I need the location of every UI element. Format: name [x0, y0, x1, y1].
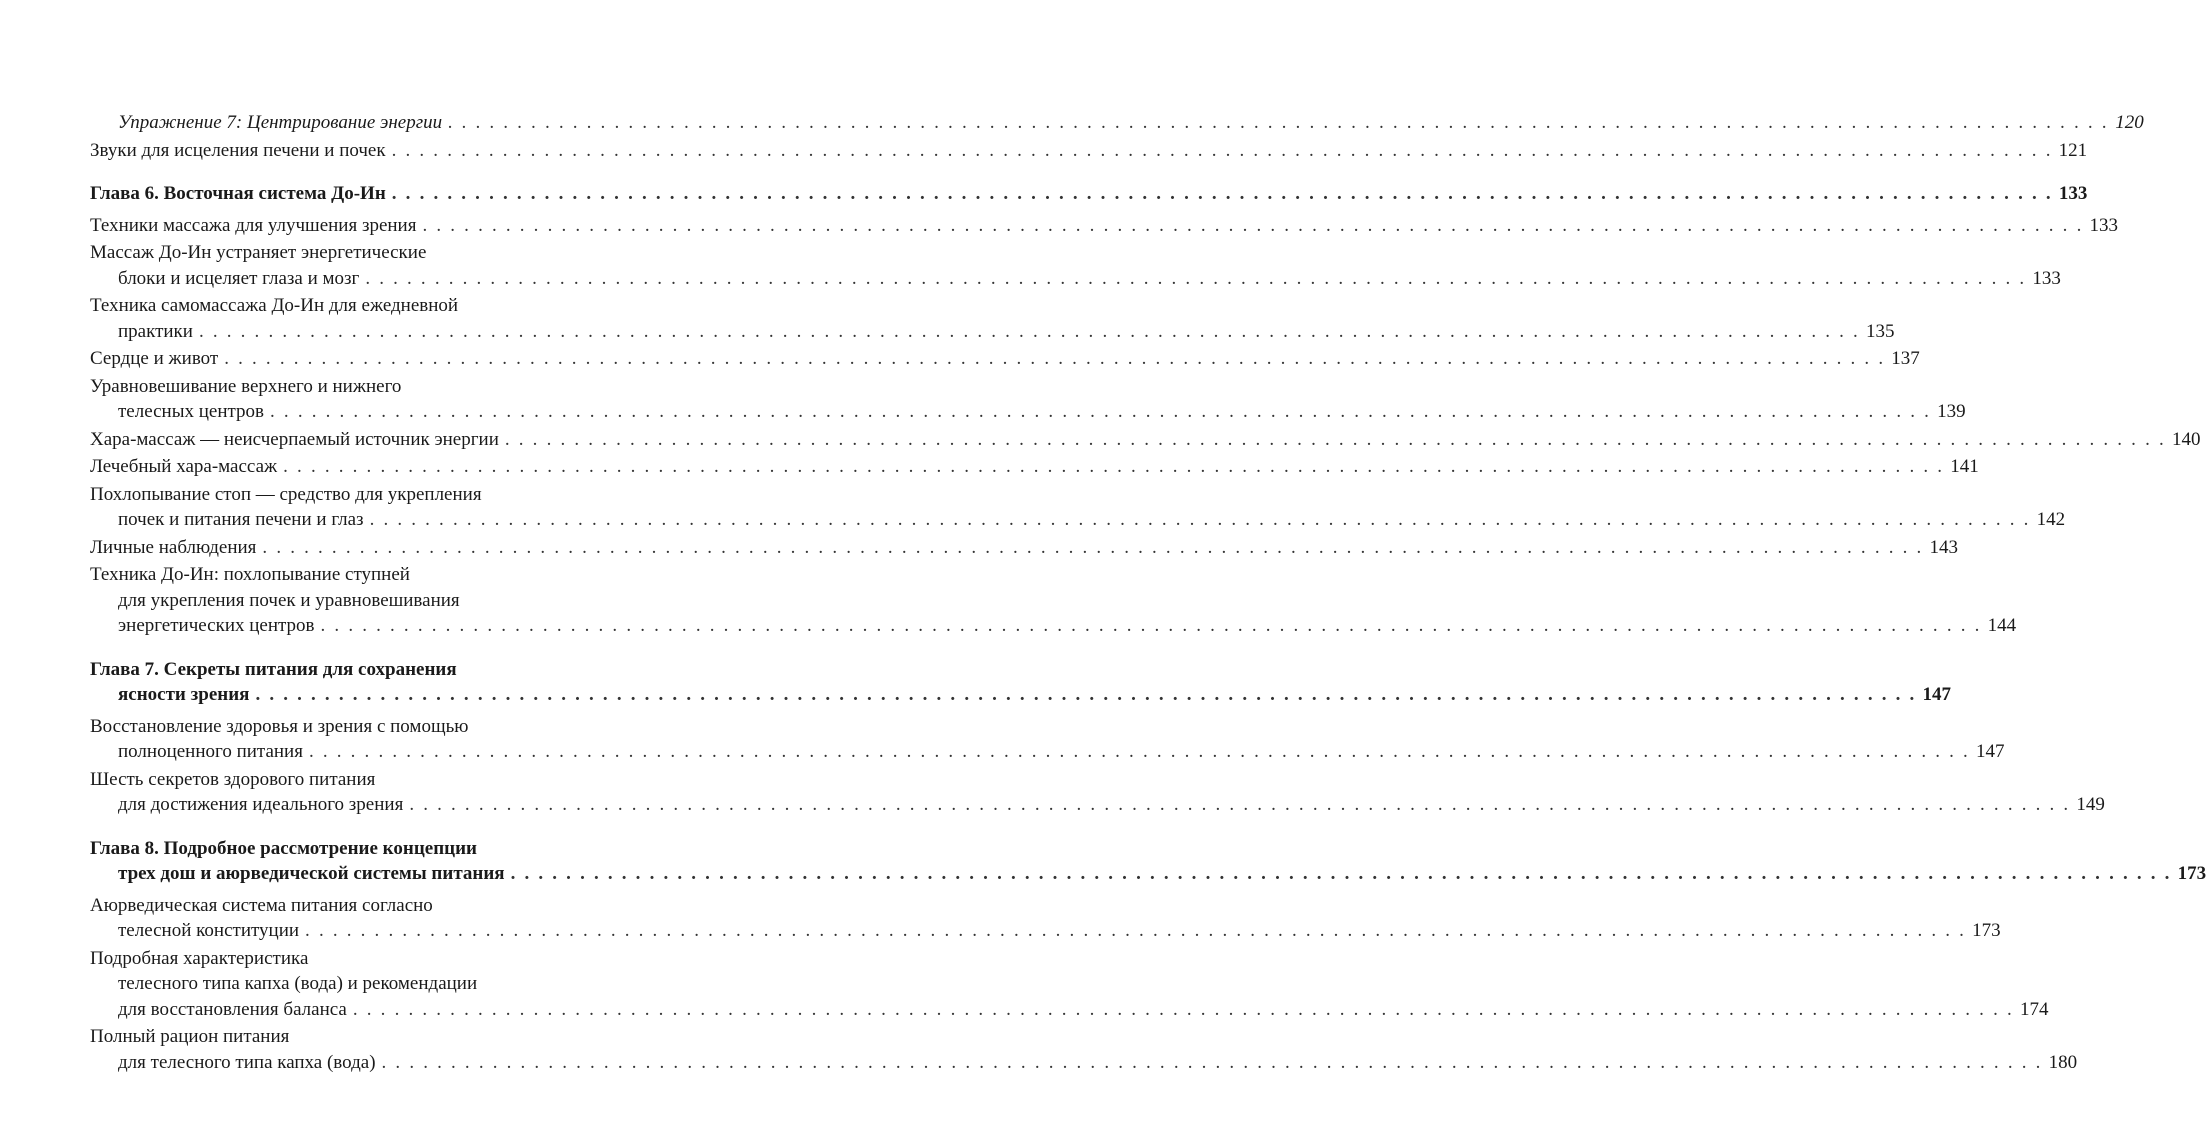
toc-entry[interactable] [90, 110, 2144, 136]
page-number: 180 [2048, 1051, 2078, 1073]
toc-entry-title: Массаж До-Ин устраняет энергетические [90, 242, 427, 263]
dot-leader: . . . . . . . . . . . . . . . . . . . . . . . . . . . . . . . . . . . . . . . . . . . . . . . . . . . . . . . . . . . . . . . . . . . . . . . . . . . . . . . . . . . . . . . . . . . . . . . . . . . . . . . . . . . . . . . . . . . . . . . . [270, 401, 1932, 422]
toc-entry-line [90, 918, 2001, 944]
toc-entry-title: Глава 7. Секреты питания для сохранения [90, 658, 457, 680]
dot-leader: . . . . . . . . . . . . . . . . . . . . . . . . . . . . . . . . . . . . . . . . . . . . . . . . . . . . . . . . . . . . . . . . . . . . . . . . . . . . . . . . . . . . . . . . . . . . . . . . . . . . . . . . . . . . . . . . . . . . . . . . [409, 794, 2071, 815]
toc-chapter-entry[interactable] [90, 657, 1951, 708]
toc-entry-title: для восстановления баланса [118, 998, 347, 1020]
dot-leader: . . . . . . . . . . . . . . . . . . . . . . . . . . . . . . . . . . . . . . . . . . . . . . . . . . . . . . . . . . . . . . . . . . . . . . . . . . . . . . . . . . . . . . . . . . . . . . . . . . . . . . . . . . . . . . . . . . . . . . . . [255, 684, 1917, 705]
toc-entry-title: Восстановление здоровья и зрения с помощью [90, 715, 469, 737]
toc-entry-line [90, 399, 1966, 425]
page-number: 139 [1937, 401, 1966, 422]
toc-entry-line [90, 110, 2144, 136]
toc-entry-line [90, 893, 616, 919]
toc-entry-title: блоки и исцеляет глаза и мозг [118, 267, 360, 289]
toc-entry-title: Глава 6. Восточная система До-Ин [90, 183, 386, 204]
toc-entry-title: Сердце и живот [90, 348, 219, 369]
toc-entry-title: Глава 8. Подробное рассмотрение концепции [90, 837, 477, 859]
toc-entry-line [90, 374, 616, 400]
toc-entry-line [90, 454, 1979, 480]
toc-entry-title: для достижения идеального зрения [118, 794, 404, 815]
toc-entry[interactable] [90, 427, 2201, 453]
toc-entry-title: практики [118, 320, 193, 342]
toc-entry-line [90, 181, 2088, 207]
toc-entry-line [90, 535, 1958, 561]
toc-entry-line [90, 427, 2201, 453]
toc-entry-title: Упражнение 7: Центрирование энергии [118, 112, 443, 133]
toc-entry[interactable] [90, 767, 2105, 818]
toc-entry-title: Шесть секретов здорового питания [90, 768, 376, 790]
dot-leader: . . . . . . . . . . . . . . . . . . . . . . . . . . . . . . . . . . . . . . . . . . . . . . . . . . . . . . . . . . . . . . . . . . . . . . . . . . . . . . . . . . . . . . . . . . . . . . . . . . . . . . . . . . . . . . . . . . . . . . . . [352, 998, 2014, 1020]
toc-entry-line [90, 1050, 2078, 1076]
toc-entry-title: почек и питания печени и глаз [118, 509, 364, 530]
toc-entry-title: Уравновешивание верхнего и нижнего [90, 375, 402, 397]
toc-entry-line [90, 138, 2088, 164]
toc-entry-title: Хара-массаж — неисчерпаемый источник энергии [90, 428, 499, 450]
toc-entry-title: Лечебный хара-массаж [90, 456, 278, 477]
toc-entry-line [90, 767, 616, 793]
toc-entry-title: Аюрведическая система питания согласно [90, 894, 433, 916]
dot-leader: . . . . . . . . . . . . . . . . . . . . . . . . . . . . . . . . . . . . . . . . . . . . . . . . . . . . . . . . . . . . . . . . . . . . . . . . . . . . . . . . . . . . . . . . . . . . . . . . . . . . . . . . . . . . . . . . . . . . . . . . [305, 920, 1967, 941]
toc-entry[interactable] [90, 562, 2017, 639]
toc-entry-title: телесной конституции [118, 920, 300, 941]
toc-entry-title: Техника самомассажа До-Ин для ежедневной [90, 295, 459, 316]
page-number: 140 [2171, 428, 2201, 450]
dot-leader: . . . . . . . . . . . . . . . . . . . . . . . . . . . . . . . . . . . . . . . . . . . . . . . . . . . . . . . . . . . . . . . . . . . . . . . . . . . . . . . . . . . . . . . . . . . . . . . . . . . . . . . . . . . . . . . . . . . . . . . . [504, 428, 2166, 450]
toc-entry-line [90, 482, 616, 508]
toc-entry-line [90, 739, 2005, 765]
toc-entry-title: Полный рацион питания [90, 1026, 290, 1047]
toc-entry-line [90, 613, 2017, 639]
toc-entry-title: полноценного питания [118, 741, 303, 762]
toc-entry-title: телесного типа капха (вода) и рекомендации [118, 973, 478, 994]
page-number: 133 [2032, 267, 2061, 289]
dot-leader: . . . . . . . . . . . . . . . . . . . . . . . . . . . . . . . . . . . . . . . . . . . . . . . . . . . . . . . . . . . . . . . . . . . . . . . . . . . . . . . . . . . . . . . . . . . . . . . . . . . . . . . . . . . . . . . . . . . . . . . . [224, 348, 1886, 369]
toc-entry-line [90, 588, 616, 614]
toc-entry-line [90, 266, 2061, 292]
dot-leader: . . . . . . . . . . . . . . . . . . . . . . . . . . . . . . . . . . . . . . . . . . . . . . . . . . . . . . . . . . . . . . . . . . . . . . . . . . . . . . . . . . . . . . . . . . . . . . . . . . . . . . . . . . . . . . . . . . . . . . . . [198, 320, 1861, 342]
table-of-contents [90, 110, 2206, 1077]
toc-entry[interactable] [90, 454, 1979, 480]
toc-entry[interactable] [90, 535, 1958, 561]
page-number: 120 [2115, 112, 2144, 133]
toc-entry-line [90, 562, 616, 588]
dot-leader: . . . . . . . . . . . . . . . . . . . . . . . . . . . . . . . . . . . . . . . . . . . . . . . . . . . . . . . . . . . . . . . . . . . . . . . . . . . . . . . . . . . . . . . . . . . . . . . . . . . . . . . . . . . . . . . . . . . . . . . . [283, 456, 1945, 477]
toc-entry-line [90, 836, 616, 862]
dot-leader: . . . . . . . . . . . . . . . . . . . . . . . . . . . . . . . . . . . . . . . . . . . . . . . . . . . . . . . . . . . . . . . . . . . . . . . . . . . . . . . . . . . . . . . . . . . . . . . . . . . . . . . . . . . . . . . . . . . . . . . . [262, 536, 1924, 558]
toc-entry[interactable] [90, 346, 1920, 372]
dot-leader: . . . . . . . . . . . . . . . . . . . . . . . . . . . . . . . . . . . . . . . . . . . . . . . . . . . . . . . . . . . . . . . . . . . . . . . . . . . . . . . . . . . . . . . . . . . . . . . . . . . . . . . . . . . . . . . . . . . . . . . . [320, 615, 1982, 636]
toc-entry-line [90, 714, 616, 740]
page-number: 144 [1987, 615, 2017, 636]
dot-leader: . . . . . . . . . . . . . . . . . . . . . . . . . . . . . . . . . . . . . . . . . . . . . . . . . . . . . . . . . . . . . . . . . . . . . . . . . . . . . . . . . . . . . . . . . . . . . . . . . . . . . . . . . . . . . . . . . . . . . . . . [381, 1051, 2043, 1073]
toc-entry-line [90, 293, 616, 319]
toc-entry-title: энергетических центров [118, 615, 315, 636]
toc-entry-line [90, 861, 2206, 887]
page-number: 142 [2036, 509, 2066, 530]
dot-leader: . . . . . . . . . . . . . . . . . . . . . . . . . . . . . . . . . . . . . . . . . . . . . . . . . . . . . . . . . . . . . . . . . . . . . . . . . . . . . . . . . . . . . . . . . . . . . . . . . . . . . . . . . . . . . . . . . . . . . . . . [308, 741, 1971, 762]
page-number: 174 [2019, 998, 2049, 1020]
toc-entry-line [90, 213, 2119, 239]
page-number: 143 [1929, 536, 1958, 558]
toc-entry-line [90, 507, 2066, 533]
toc-entry-title: телесных центров [118, 401, 265, 422]
toc-entry[interactable] [90, 293, 1895, 344]
page-number: 121 [2058, 139, 2088, 161]
toc-entry[interactable] [90, 1024, 2078, 1075]
dot-leader: . . . . . . . . . . . . . . . . . . . . . . . . . . . . . . . . . . . . . . . . . . . . . . . . . . . . . . . . . . . . . . . . . . . . . . . . . . . . . . . . . . . . . . . . . . . . . . . . . . . . . . . . . . . . . . . . . . . . . . . . [422, 214, 2084, 236]
toc-entry[interactable] [90, 240, 2061, 291]
toc-entry-title: для укрепления почек и уравновешивания [118, 589, 460, 611]
toc-chapter-entry[interactable] [90, 836, 2206, 887]
page-number: 149 [2076, 794, 2105, 815]
toc-entry[interactable] [90, 482, 2066, 533]
toc-entry[interactable] [90, 138, 2088, 164]
toc-entry-title: трех дош и аюрведической системы питания [118, 863, 505, 884]
page-number: 141 [1950, 456, 1979, 477]
toc-entry-title: Подробная характеристика [90, 947, 309, 969]
toc-entry-line [90, 346, 1920, 372]
toc-entry-title: Личные наблюдения [90, 536, 257, 558]
page-number: 135 [1866, 320, 1895, 342]
toc-entry-line [90, 319, 1895, 345]
toc-entry-line [90, 971, 616, 997]
page-number: 133 [2058, 183, 2088, 204]
toc-entry[interactable] [90, 714, 2005, 765]
toc-entry-line [90, 657, 616, 683]
toc-entry-title: Похлопывание стоп — средство для укрепления [90, 483, 482, 505]
page-number: 173 [1972, 920, 2001, 941]
dot-leader: . . . . . . . . . . . . . . . . . . . . . . . . . . . . . . . . . . . . . . . . . . . . . . . . . . . . . . . . . . . . . . . . . . . . . . . . . . . . . . . . . . . . . . . . . . . . . . . . . . . . . . . . . . . . . . . . . . . . . . . . [510, 863, 2172, 884]
toc-entry-line [90, 946, 616, 972]
toc-entry-title: Техника До-Ин: похлопывание ступней [90, 564, 410, 585]
dot-leader: . . . . . . . . . . . . . . . . . . . . . . . . . . . . . . . . . . . . . . . . . . . . . . . . . . . . . . . . . . . . . . . . . . . . . . . . . . . . . . . . . . . . . . . . . . . . . . . . . . . . . . . . . . . . . . . . . . . . . . . . [391, 183, 2053, 204]
dot-leader: . . . . . . . . . . . . . . . . . . . . . . . . . . . . . . . . . . . . . . . . . . . . . . . . . . . . . . . . . . . . . . . . . . . . . . . . . . . . . . . . . . . . . . . . . . . . . . . . . . . . . . . . . . . . . . . . . . . . . . . . [391, 139, 2053, 161]
toc-entry[interactable] [90, 374, 1966, 425]
toc-chapter-entry[interactable] [90, 181, 2088, 207]
toc-entry-title: Техники массажа для улучшения зрения [90, 214, 417, 236]
page-number: 137 [1891, 348, 1920, 369]
page-number: 173 [2177, 863, 2206, 884]
toc-entry-title: Звуки для исцеления печени и почек [90, 139, 386, 161]
page-number: 147 [1922, 684, 1951, 705]
toc-entry[interactable] [90, 893, 2001, 944]
page-number: 133 [2089, 214, 2119, 236]
toc-entry-line [90, 997, 2049, 1023]
toc-entry-line [90, 792, 2105, 818]
dot-leader: . . . . . . . . . . . . . . . . . . . . . . . . . . . . . . . . . . . . . . . . . . . . . . . . . . . . . . . . . . . . . . . . . . . . . . . . . . . . . . . . . . . . . . . . . . . . . . . . . . . . . . . . . . . . . . . . . . . . . . . . [365, 267, 2027, 289]
toc-entry[interactable] [90, 946, 2049, 1023]
toc-entry-line [90, 682, 1951, 708]
toc-entry[interactable] [90, 213, 2119, 239]
dot-leader: . . . . . . . . . . . . . . . . . . . . . . . . . . . . . . . . . . . . . . . . . . . . . . . . . . . . . . . . . . . . . . . . . . . . . . . . . . . . . . . . . . . . . . . . . . . . . . . . . . . . . . . . . . . . . . . . . . . . . . . . [369, 509, 2031, 530]
toc-entry-title: ясности зрения [118, 684, 250, 705]
toc-entry-line [90, 1024, 616, 1050]
toc-entry-title: для телесного типа капха (вода) [118, 1051, 376, 1073]
page-number: 147 [1976, 741, 2005, 762]
dot-leader: . . . . . . . . . . . . . . . . . . . . . . . . . . . . . . . . . . . . . . . . . . . . . . . . . . . . . . . . . . . . . . . . . . . . . . . . . . . . . . . . . . . . . . . . . . . . . . . . . . . . . . . . . . . . . . . . . . . . . . . . [448, 112, 2110, 133]
toc-entry-line [90, 240, 616, 266]
